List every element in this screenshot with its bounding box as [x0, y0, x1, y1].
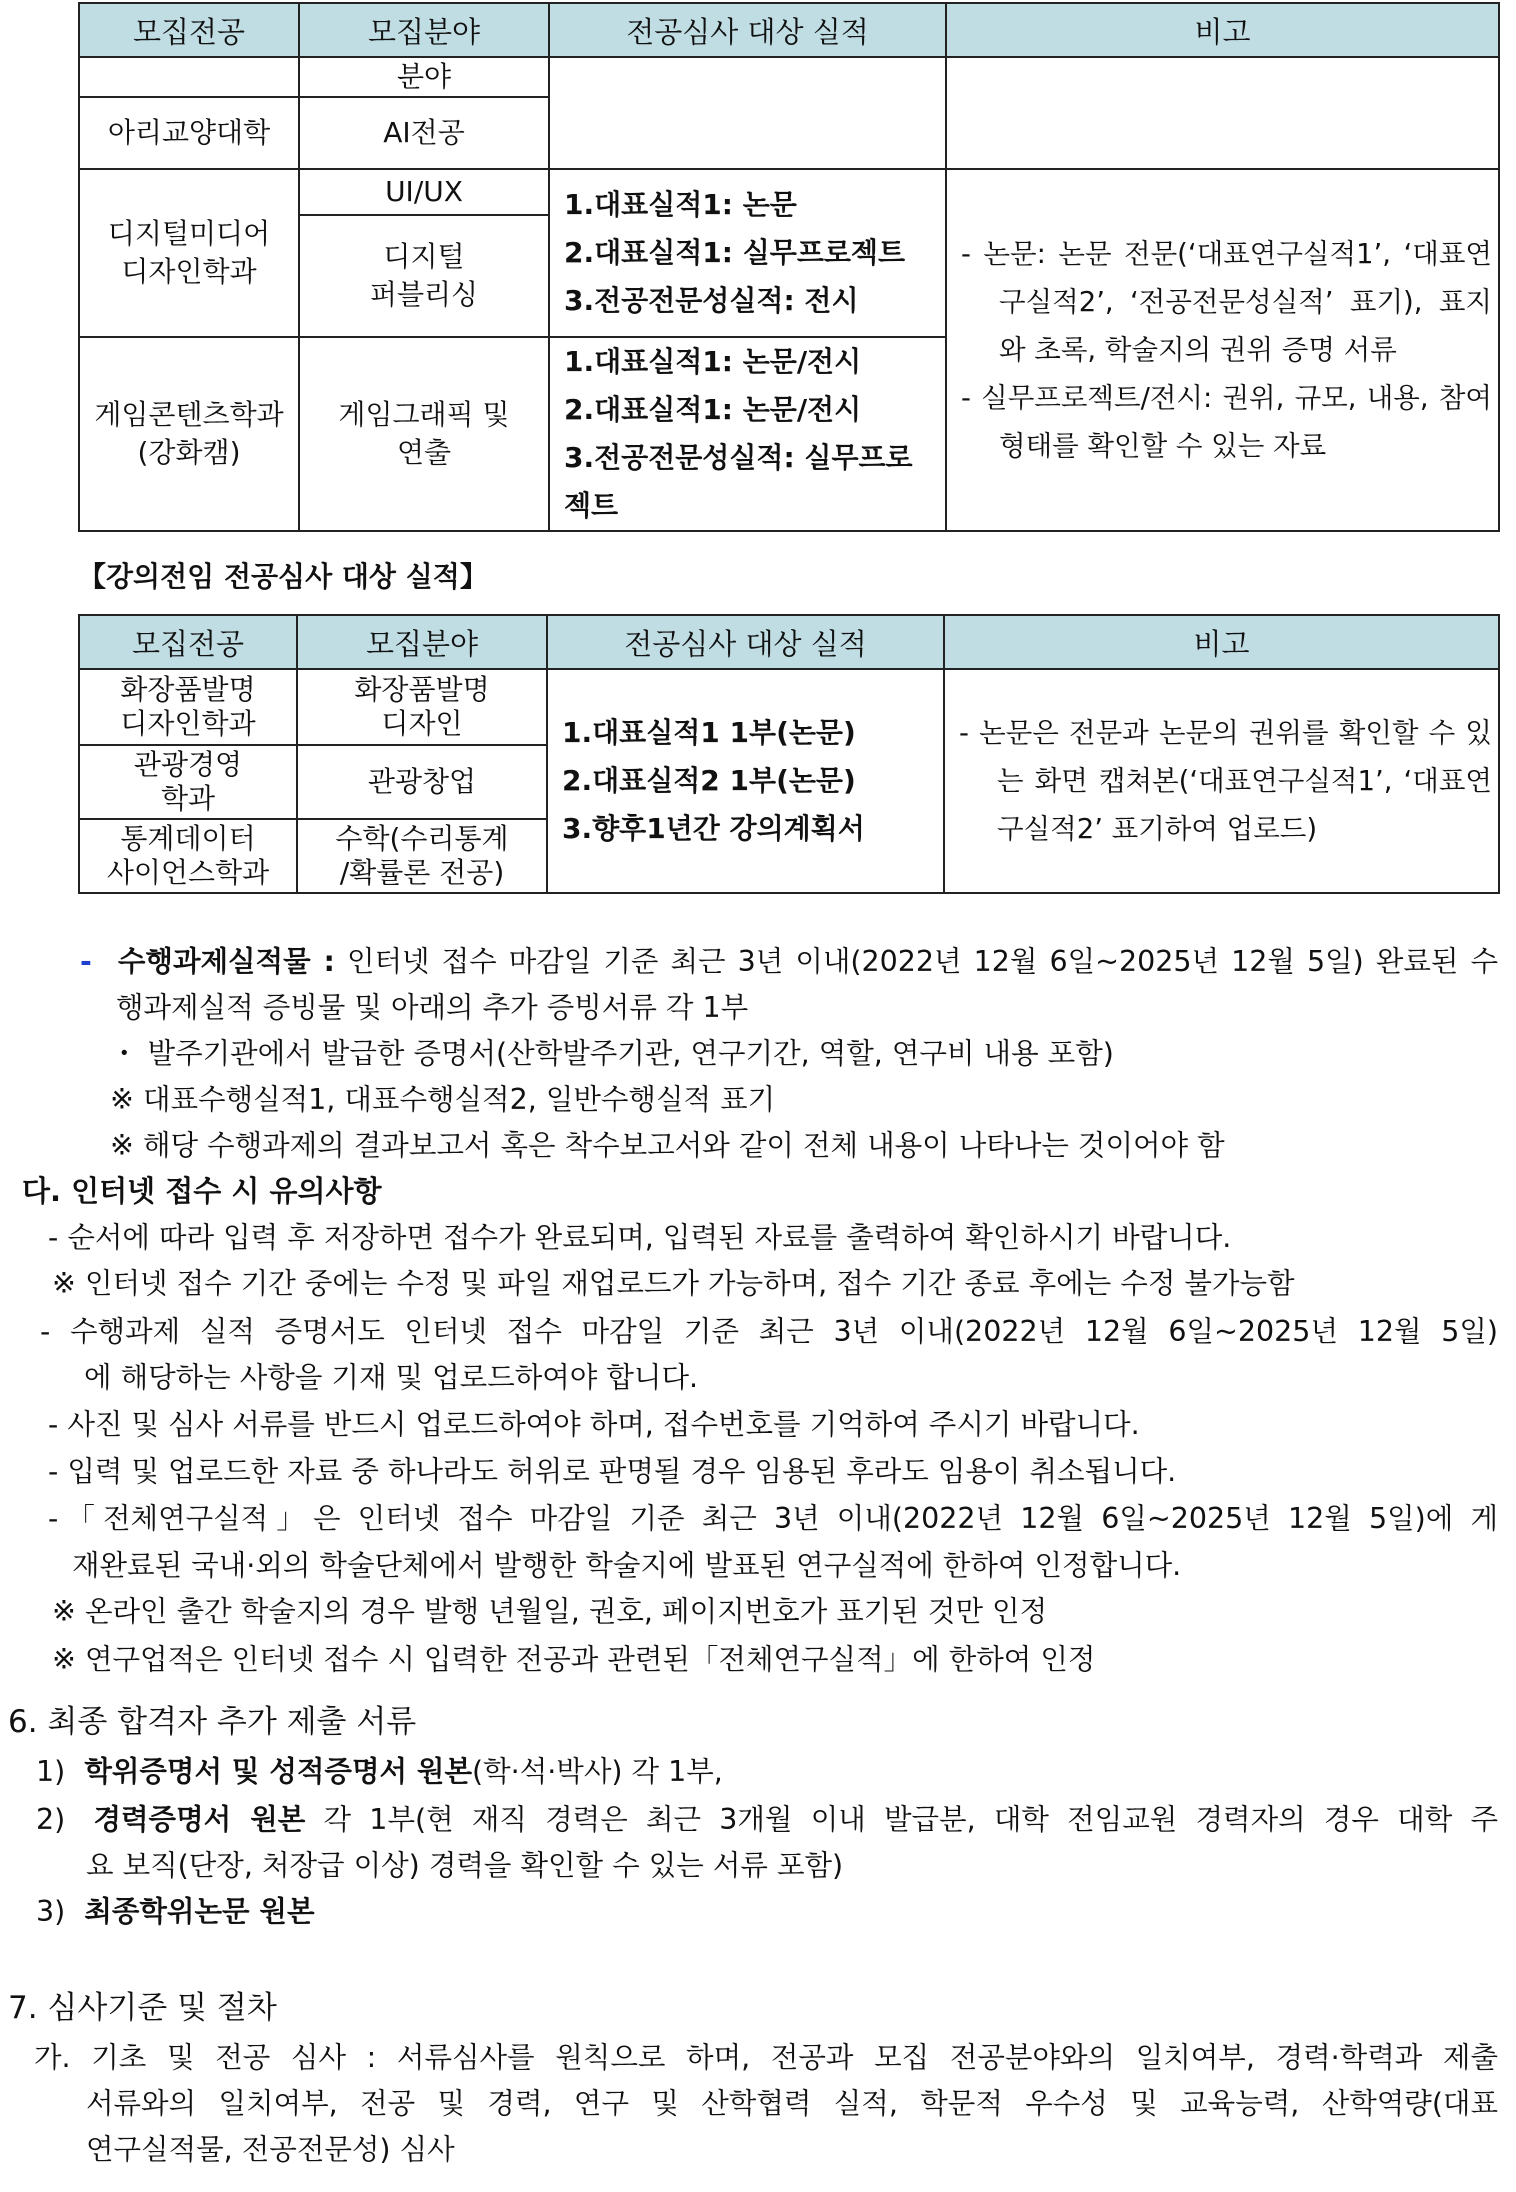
header-results: 전공심사 대상 실적 — [549, 3, 946, 57]
professor-results-table — [78, 2, 1500, 532]
result-item: 2.대표실적1: 논문/전시 — [564, 393, 862, 426]
field-cell: 수학(수리통계 /확률론 전공) — [297, 819, 547, 893]
header-remarks: 비고 — [946, 3, 1499, 57]
remarks-cell-empty — [946, 57, 1499, 169]
header-field: 모집분야 — [299, 3, 549, 57]
results-cell-empty — [549, 57, 946, 169]
major-cell: 통계데이터 사이언스학과 — [79, 819, 297, 893]
results-cell — [547, 669, 944, 893]
results-cell — [549, 169, 946, 337]
field-cell: 화장품발명 디자인 — [297, 669, 547, 745]
remark-item: - 논문: 논문 전문(‘대표연구실적1’, ‘대표연구실적2’, ‘전공전문성실적’ 표기), 표지와 초록, 학술지의 권위 증명 서류 — [961, 238, 1492, 366]
header-remarks: 비고 — [944, 615, 1499, 669]
result-item: 3.향후1년간 강의계획서 — [562, 812, 865, 845]
lecture-section-title: 【강의전임 전공심사 대상 실적】 — [78, 560, 488, 593]
notice-line: 재완료된 국내·외의 학술단체에서 발행한 학술지에 발표된 연구실적에 한하여 인정합니다. — [72, 1549, 1182, 1582]
task-note-1: ※ 대표수행실적1, 대표수행실적2, 일반수행실적 표기 — [110, 1083, 776, 1116]
section-7-title: 7. 심사기준 및 절차 — [8, 1990, 277, 2026]
notice-line: -「전체연구실적」은 인터넷 접수 마감일 기준 최근 3년 이내(2022년 12월 6일~2025년 12월 5일)에 게 — [48, 1502, 1498, 1535]
header-field: 모집분야 — [297, 615, 547, 669]
task-bullet: ・ 발주기관에서 발급한 증명서(산학발주기관, 연구기간, 역할, 연구비 내용 포함) — [110, 1037, 1114, 1070]
major-cell: 디지털미디어 디자인학과 — [79, 169, 299, 337]
dash-marker: - — [80, 945, 92, 978]
major-cell-empty — [79, 57, 299, 97]
notice-line: ※ 연구업적은 인터넷 접수 시 입력한 전공과 관련된「전체연구실적」에 한하여 인정 — [52, 1643, 1096, 1676]
remarks-cell — [944, 669, 1499, 893]
field-cell: 게임그래픽 및 연출 — [299, 337, 549, 531]
doc-item-3: 3) 최종학위논문 원본 — [36, 1895, 315, 1928]
results-cell — [549, 337, 946, 531]
field-cell: 디지털 퍼블리싱 — [299, 215, 549, 337]
major-cell: 화장품발명 디자인학과 — [79, 669, 297, 745]
section-6-title: 6. 최종 합격자 추가 제출 서류 — [8, 1704, 417, 1740]
criteria-line: 가. 기초 및 전공 심사 : 서류심사를 원칙으로 하며, 전공과 모집 전공분야와의 일치여부, 경력·학력과 제출 — [34, 2041, 1498, 2074]
remark-item: - 실무프로젝트/전시: 권위, 규모, 내용, 참여형태를 확인할 수 있는 자료 — [961, 382, 1492, 462]
major-cell: 관광경영 학과 — [79, 745, 297, 819]
result-item: 1.대표실적1: 논문 — [564, 188, 797, 221]
result-item: 2.대표실적2 1부(논문) — [562, 764, 856, 797]
notice-line: - 입력 및 업로드한 자료 중 하나라도 허위로 판명될 경우 임용된 후라도 임용이 취소됩니다. — [48, 1455, 1177, 1488]
header-major: 모집전공 — [79, 615, 297, 669]
major-cell: 게임콘텐츠학과 (강화캠) — [79, 337, 299, 531]
header-major: 모집전공 — [79, 3, 299, 57]
notice-line: ※ 인터넷 접수 기간 중에는 수정 및 파일 재업로드가 가능하며, 접수 기간 종료 후에는 수정 불가능함 — [52, 1267, 1295, 1300]
doc-item-1: 1) 학위증명서 및 성적증명서 원본(학·석·박사) 각 1부, — [36, 1755, 723, 1788]
notice-line: 에 해당하는 사항을 기재 및 업로드하여야 합니다. — [84, 1361, 699, 1394]
doc-item-2-cont: 요 보직(단장, 처장급 이상) 경력을 확인할 수 있는 서류 포함) — [86, 1849, 844, 1882]
remarks-cell — [946, 169, 1499, 531]
lecture-results-table — [78, 614, 1500, 894]
field-cell: 관광창업 — [297, 745, 547, 819]
task-note-2: ※ 해당 수행과제의 결과보고서 혹은 착수보고서와 같이 전체 내용이 나타나는 것이어야 함 — [110, 1129, 1225, 1162]
field-cell: AI전공 — [299, 97, 549, 169]
criteria-line: 서류와의 일치여부, 전공 및 경력, 연구 및 산학협력 실적, 학문적 우수성 및 교육능력, 산학역량(대표 — [86, 2087, 1498, 2120]
doc-item-2: 2) 경력증명서 원본 각 1부(현 재직 경력은 최근 3개월 이내 발급분, 대학 전임교원 경력자의 경우 대학 주 — [36, 1803, 1498, 1836]
notice-line: ※ 온라인 출간 학술지의 경우 발행 년월일, 권호, 페이지번호가 표기된 것만 인정 — [52, 1595, 1048, 1628]
task-intro-line — [80, 942, 1498, 982]
task-text: 인터넷 접수 마감일 기준 최근 3년 이내(2022년 12월 6일~2025년 12월 5일) 완료된 수 — [347, 945, 1498, 978]
result-item: 1.대표실적1: 논문/전시 — [564, 345, 862, 378]
task-label: 수행과제실적물 : — [117, 945, 335, 978]
task-line-2: 행과제실적 증빙물 및 아래의 추가 증빙서류 각 1부 — [116, 991, 749, 1024]
field-cell: 분야 — [299, 57, 549, 97]
notice-line: - 순서에 따라 입력 후 저장하면 접수가 완료되며, 입력된 자료를 출력하여 확인하시기 바랍니다. — [48, 1221, 1232, 1254]
notice-line: - 사진 및 심사 서류를 반드시 업로드하여야 하며, 접수번호를 기억하여 주시기 바랍니다. — [48, 1408, 1140, 1441]
result-item: 3.전공전문성실적: 실무프로젝트 — [564, 441, 913, 522]
remark-item: - 논문은 전문과 논문의 권위를 확인할 수 있는 화면 캡쳐본(‘대표연구실적1’, ‘대표연구실적2’ 표기하여 업로드) — [959, 717, 1492, 845]
result-item: 1.대표실적1 1부(논문) — [562, 716, 856, 749]
major-cell: 아리교양대학 — [79, 97, 299, 169]
header-results: 전공심사 대상 실적 — [547, 615, 944, 669]
result-item: 2.대표실적1: 실무프로젝트 — [564, 236, 906, 269]
section-da-title: 다. 인터넷 접수 시 유의사항 — [22, 1174, 382, 1208]
notice-line: - 수행과제 실적 증명서도 인터넷 접수 마감일 기준 최근 3년 이내(2022년 12월 6일~2025년 12월 5일) — [40, 1315, 1498, 1348]
field-cell: UI/UX — [299, 169, 549, 215]
result-item: 3.전공전문성실적: 전시 — [564, 284, 859, 317]
criteria-line: 연구실적물, 전공전문성) 심사 — [86, 2133, 455, 2166]
